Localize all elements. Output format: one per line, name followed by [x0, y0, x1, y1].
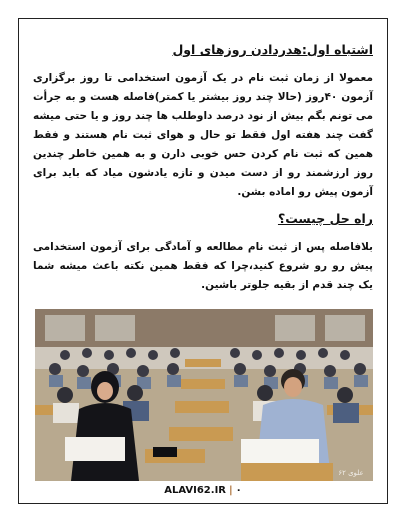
photo-watermark: علوی ۶۲ — [338, 469, 364, 477]
section-body-1: معمولا از زمان ثبت نام در یک آزمون استخدامی تا روز برگزاری آزمون ۴۰روز (حالا چند روز بیشتر یا کمتر)فاصله هست و به جرأت می تونم بگم بیش از نود درصد داوطلب ها چند روز و یا حتی میشه گفت چند هفته اول فقط تو حال و هوای ثبت نام هستند و فقط همین که ثبت نام کردن حس خوبی دارن و به همین خاطر چندین روز ارزشمند رو از دست میدن و تازه یادشون میاد که باید برای آزمون پیش رو اماده بشن. — [33, 72, 373, 198]
section-body-2: بلافاصله پس از ثبت نام مطالعه و آمادگی برای آزمون استخدامی پیش رو رو شروع کنید،چرا که فقط همین نکته باعث میشه شما یک چند قدم از بقیه جلوتر باشین. — [33, 241, 373, 291]
article-text — [33, 41, 373, 303]
section-heading-1: اشتباه اول:هدردادن روزهای اول — [172, 42, 373, 57]
exam-hall-illustration — [35, 309, 373, 481]
section-heading-2: راه حل چیست؟ — [277, 211, 373, 226]
footer-separator: | — [229, 485, 233, 496]
page-footer — [19, 485, 387, 496]
exam-hall-photo — [35, 309, 373, 481]
page-frame — [18, 18, 388, 504]
page-number: ۰ — [235, 485, 242, 496]
site-label[interactable]: ALAVI62.IR — [164, 485, 226, 496]
